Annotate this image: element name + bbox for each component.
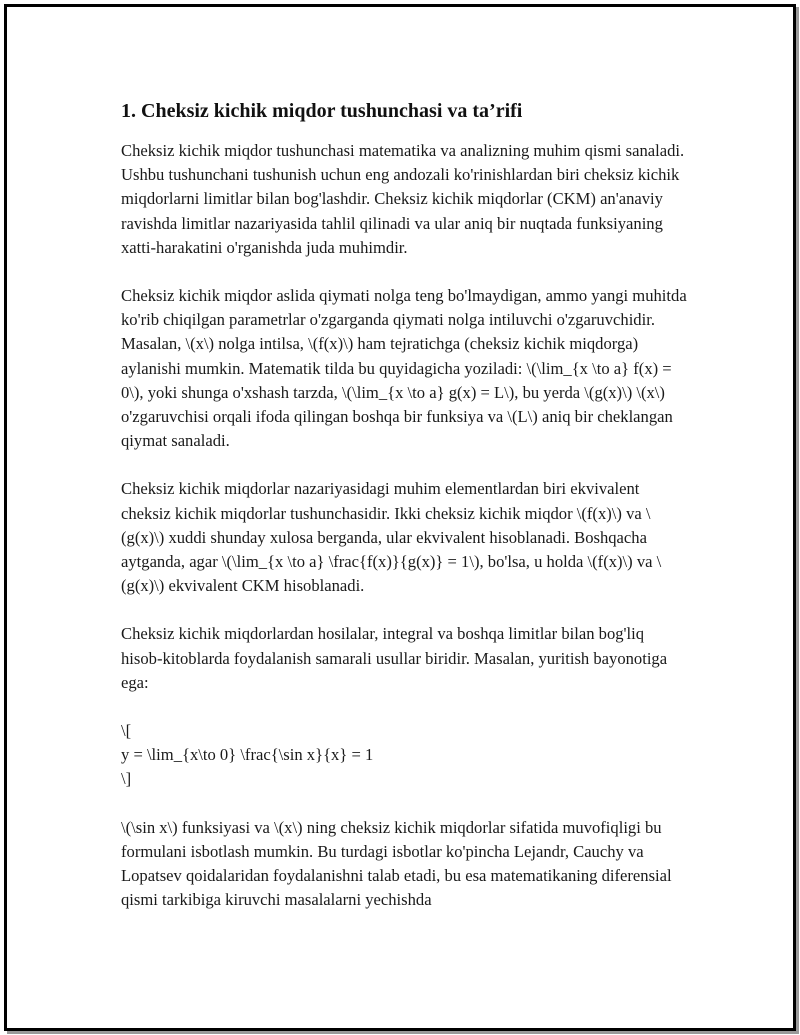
paragraph-proof: \(\sin x\) funksiyasi va \(x\) ning cheksiz kichik miqdorlar sifatida muvofiqligi bu formulani isbotlash mumkin. Bu turdagi isbotlar ko'pincha Lejandr, Cauchy va Lopatsev qoidalaridan foydalanishni talab etadi, bu esa matematikaning diferensial qismi tarkibiga kiruvchi masalalarni yechishda (121, 817, 672, 910)
section-heading: 1. Cheksiz kichik miqdor tushunchasi va ta’rifi (121, 100, 523, 122)
display-formula (121, 719, 687, 792)
formula-body: y = \lim_{x\to 0} \frac{\sin x}{x} = 1 (121, 745, 374, 765)
paragraph-applications: Cheksiz kichik miqdorlardan hosilalar, integral va boshqa limitlar bilan bog'liq hisob-kitoblarda foydalanish samarali usullar biridir. Masalan, yuritish bayonotiga ega: (121, 624, 668, 692)
formula-open-delimiter: \[ (121, 721, 132, 741)
paragraph-intro: Cheksiz kichik miqdor tushunchasi matematika va analizning muhim qismi sanaladi. Ushbu tushunchani tushunish uchun eng andozali ko'rinishlardan biri cheksiz kichik miqdorlarni limitlar bilan bog'lashdir. Cheksiz kichik miqdorlar (CKM) an'anaviy ravishda limitlar nazariyasida tahlil qilinadi va ular aniq bir nuqtada funksiyaning xatti-harakatini o'rganishda juda muhimdir. (121, 141, 685, 257)
document-page (4, 4, 796, 1031)
formula-close-delimiter: \] (121, 769, 132, 789)
paragraph-definition: Cheksiz kichik miqdor aslida qiymati nolga teng bo'lmaydigan, ammo yangi muhitda ko'rib chiqilgan parametrlar o'zgarganda qiymati nolga intiluvchi o'zgaruvchidir. Masalan, \(x\) nolga intilsa, \(f(x)\) ham tejratichga (cheksiz kichik miqdorga) aylanishi mumkin. Matematik tilda bu quyidagicha yoziladi: \(\lim_{x \to a} f(x) = 0\), yoki shunga o'xshash tarzda, \(\lim_{x \to a} g(x) = L\), bu yerda \(g(x)\) \(x\) o'zgaruvchisi orqali ifoda qilingan boshqa bir funksiya va \(L\) aniq bir cheklangan qiymat sanaladi. (121, 286, 687, 451)
document-content (121, 99, 687, 936)
paragraph-equivalence: Cheksiz kichik miqdorlar nazariyasidagi muhim elementlardan biri ekvivalent cheksiz kichik miqdorlar tushunchasidir. Ikki cheksiz kichik miqdor \(f(x)\) va \(g(x)\) xuddi shunday xulosa berganda, ular ekvivalent hisoblanadi. Boshqacha aytganda, agar \(\lim_{x \to a} \frac{f(x)}{g(x)} = 1\), bo'lsa, u holda \(f(x)\) va \(g(x)\) ekvivalent CKM hisoblanadi. (121, 479, 662, 596)
